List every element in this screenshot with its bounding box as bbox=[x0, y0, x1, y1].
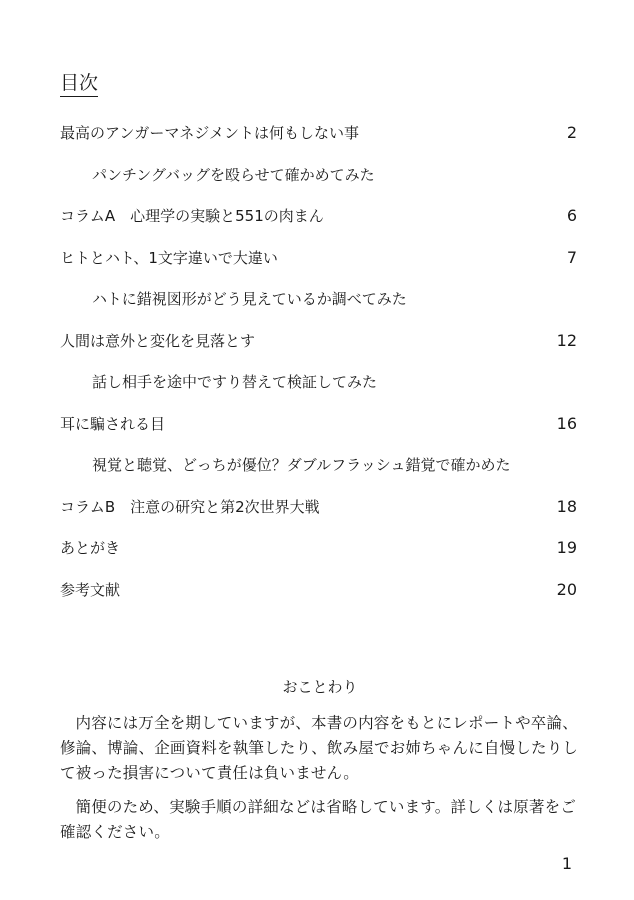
toc-entry-page: 20 bbox=[556, 579, 577, 599]
table-of-contents bbox=[60, 112, 577, 610]
toc-entry bbox=[60, 403, 577, 445]
toc-entry-page: 19 bbox=[556, 538, 577, 558]
toc-entry-label: コラムB 注意の研究と第2次世界大戦 bbox=[60, 497, 320, 516]
toc-entry bbox=[60, 112, 577, 154]
toc-entry bbox=[60, 486, 577, 528]
disclaimer-paragraph: 簡便のため、実験手順の詳細などは省略しています。詳しくは原著をご確認ください。 bbox=[60, 798, 577, 841]
page-number: 1 bbox=[561, 854, 572, 873]
toc-entry-label: コラムA 心理学の実験と551の肉まん bbox=[60, 207, 324, 226]
toc-entry bbox=[60, 527, 577, 569]
toc-entry-label: あとがき bbox=[60, 539, 121, 558]
toc-entry-page: 16 bbox=[556, 413, 577, 433]
disclaimer-paragraph: 内容には万全を期していますが、本書の内容をもとにレポートや卒論、修論、博論、企画資料を執筆したり、飲み屋でお姉ちゃんに自慢したりして被った損害について責任は負いません。 bbox=[60, 714, 579, 782]
disclaimer-section bbox=[60, 676, 580, 854]
toc-subentry-label: 視覚と聴覚、どっちが優位？ダブルフラッシュ錯覚で確かめた bbox=[92, 456, 511, 475]
toc-entry-page: 7 bbox=[566, 247, 577, 267]
toc-subentry-label: 話し相手を途中ですり替えて検証してみた bbox=[92, 373, 378, 392]
disclaimer-title: おことわり bbox=[282, 678, 358, 696]
toc-entry bbox=[60, 237, 577, 279]
toc-subentry-label: パンチングバッグを殴らせて確かめてみた bbox=[92, 165, 375, 184]
toc-entry-page: 2 bbox=[566, 123, 577, 143]
toc-subentry-label: ハトに錯視図形がどう見えているか調べてみた bbox=[92, 290, 407, 309]
toc-entry-label: 最高のアンガーマネジメントは何もしない事 bbox=[60, 124, 359, 143]
toc-entry bbox=[60, 320, 577, 362]
toc-entry bbox=[60, 195, 577, 237]
toc-title: 目次 bbox=[60, 70, 98, 97]
toc-entry-label: 耳に騙される目 bbox=[60, 414, 166, 433]
toc-subentry bbox=[60, 278, 577, 320]
toc-subentry bbox=[60, 154, 577, 196]
toc-entry-page: 6 bbox=[566, 206, 577, 226]
toc-entry-label: 参考文献 bbox=[60, 580, 121, 599]
toc-entry-label: ヒトとハト、1文字違いで大違い bbox=[60, 248, 278, 267]
toc-entry-label: 人間は意外と変化を見落とす bbox=[60, 331, 256, 350]
toc-subentry bbox=[60, 361, 577, 403]
toc-entry-page: 12 bbox=[556, 330, 577, 350]
toc-subentry bbox=[60, 444, 577, 486]
toc-entry bbox=[60, 569, 577, 611]
toc-entry-page: 18 bbox=[556, 496, 577, 516]
